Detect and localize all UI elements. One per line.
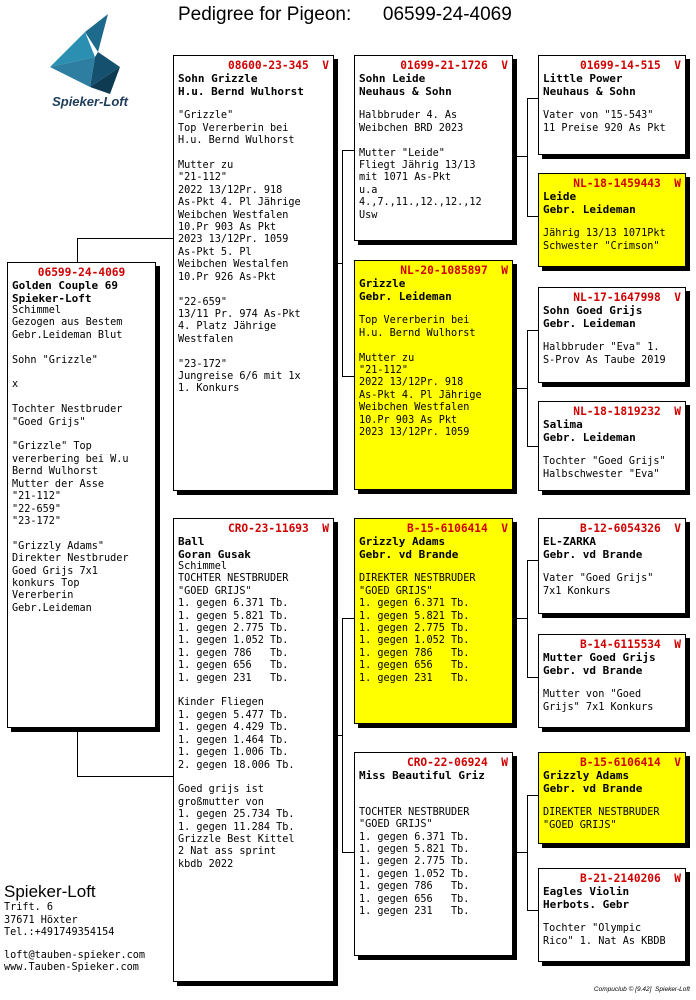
connector	[513, 852, 527, 853]
pigeon-owner: Neuhaus & Sohn	[543, 85, 636, 98]
connector	[527, 330, 538, 331]
pigeon-owner: Gebr. Leideman	[543, 203, 636, 216]
pigeon-name: Grizzle	[359, 277, 406, 290]
pigeon-notes: Vater "Goed Grijs" 7x1 Konkurs	[543, 573, 654, 597]
pigeon-name: Sohn Goed Grijs	[543, 304, 643, 317]
pigeon-name: Salima	[543, 418, 583, 431]
breeder-info	[4, 882, 145, 975]
breeder-website[interactable]: www.Tauben-Spieker.com	[4, 962, 139, 974]
pigeon-name: Sohn Grizzle	[178, 72, 258, 85]
ring-number: B-14-6115534 W	[579, 638, 681, 651]
pigeon-owner: Herbots. Gebr	[543, 898, 630, 911]
connector	[342, 618, 354, 619]
connector	[77, 728, 78, 776]
pigeon-name: Grizzly Adams	[359, 535, 446, 548]
connector	[342, 150, 354, 151]
pigeon-notes: Tochter "Goed Grijs" Halbschwester "Eva"	[543, 456, 666, 480]
breeder-email[interactable]: loft@tauben-spieker.com	[4, 949, 146, 961]
pigeon-card-ffm[interactable]	[538, 173, 686, 267]
ring-number: CRO-22-06924 W	[406, 756, 508, 769]
breeder-name: Spieker-Loft	[4, 882, 96, 901]
pigeon-notes: Vater von "15-543" 11 Preise 920 As Pkt	[543, 110, 666, 134]
ring-number: CRO-23-11693 W	[227, 522, 329, 535]
pigeon-card-fff[interactable]	[538, 55, 686, 155]
connector	[77, 776, 173, 777]
pigeon-notes: TOCHTER NESTBRUDER "GOED GRIJS" 1. gegen 6.371 Tb. 1. gegen 5.821 Tb. 1. gegen 2.775 Tb. 1. gegen 1.052 Tb. 1. gegen 786 Tb. 1. gegen 656 Tb. 1. gegen 231 Tb.	[359, 806, 470, 918]
connector	[527, 795, 538, 796]
pigeon-notes: DIREKTER NESTBRUDER "GOED GRIJS"	[543, 807, 660, 831]
pigeon-card-fmf[interactable]	[538, 287, 686, 383]
logo-text: Spieker-Loft	[52, 94, 128, 109]
breeder-city: 37671 Höxter	[4, 914, 78, 926]
pigeon-name: Eagles Violin	[543, 885, 630, 898]
connector	[527, 330, 528, 446]
connector	[527, 560, 528, 677]
pigeon-name: Miss Beautiful Griz	[359, 769, 485, 782]
connector	[527, 677, 538, 678]
ring-number: 06599-24-4069	[37, 266, 126, 279]
pigeon-notes: "Grizzle" Top Vererberin bei H.u. Bernd Wulhorst Mutter zu "21-112" 2022 13/12Pr. 918 As-Pkt 4. Pl Jährige Weibchen Westfalen 10.Pr 903 As Pkt 2023 13/12Pr. 1059 As-Pkt 5. Pl Weibchen Westalfen 10.Pr 926 As-Pkt "22-659" 13/11 Pr. 974 As-Pkt 4. Platz Jährige Westfalen "23-172" Jungreise 6/6 mit 1x 1. Konkurs	[178, 110, 301, 395]
ring-number: NL-18-1459443 W	[573, 177, 681, 190]
connector	[527, 98, 538, 99]
pigeon-name: Sohn Leide	[359, 72, 426, 85]
pigeon-owner: Goran Gusak	[178, 548, 251, 561]
connector	[513, 388, 527, 389]
connector	[334, 263, 342, 264]
connector	[527, 560, 538, 561]
connector	[527, 216, 538, 217]
connector	[77, 238, 173, 239]
title-label: Pedigree for Pigeon:	[178, 4, 352, 25]
pigeon-card-mmf[interactable]	[538, 752, 686, 844]
ring-number: 01699-21-1726 V	[400, 59, 508, 72]
pigeon-card-mother[interactable]	[173, 518, 334, 982]
pigeon-notes: Halbbruder 4. As Weibchen BRD 2023 Mutter "Leide" Fliegt Jährig 13/13 mit 1071 As-Pkt u.a 4.,7.,11.,12.,12.,12 Usw	[359, 110, 482, 221]
pigeon-name: Leide	[543, 190, 577, 203]
connector	[527, 795, 528, 910]
pigeon-owner: Gebr. vd Brande	[543, 782, 643, 795]
connector	[342, 852, 354, 853]
pigeon-card-mmm[interactable]	[538, 868, 686, 962]
pigeon-notes: Schimmel TOCHTER NESTBRUDER "GOED GRIJS" 1. gegen 6.371 Tb. 1. gegen 5.821 Tb. 1. gegen 2.775 Tb. 1. gegen 1.052 Tb. 1. gegen 786 Tb. 1. gegen 656 Tb. 1. gegen 231 Tb. Kinder Fliegen 1. gegen 5.477 Tb. 1. gegen 4.429 Tb. 1. gegen 1.464 Tb. 1. gegen 1.006 Tb. 2. gegen 18.006 Tb. Goed grijs ist großmutter von 1. gegen 25.734 Tb. 1. gegen 11.284 Tb. Grizzle Best Kittel 2 Nat ass sprint kbdb 2022	[178, 561, 295, 870]
pigeon-name: Golden Couple 69	[12, 279, 118, 292]
pigeon-notes: Schimmel Gezogen aus Bestem Gebr.Leideman Blut Sohn "Grizzle" x Tochter Nestbruder "Goed Grijs" "Grizzle" Top vererbering bei W.u Bernd Wulhorst Mutter der Asse "21-112" "22-659" "23-172" "Grizzly Adams" Direkter Nestbruder Goed Grijs 7x1 konkurs Top Vererberin Gebr.Leideman	[12, 305, 129, 614]
pigeon-owner: Neuhaus & Sohn	[359, 85, 452, 98]
ring-number: NL-18-1819232 W	[573, 405, 681, 418]
ring-number: B-15-6106414 V	[579, 756, 681, 769]
ring-number: 01699-14-515 V	[579, 59, 681, 72]
connector	[527, 910, 538, 911]
breeder-phone: Tel.:+491749354154	[4, 927, 115, 939]
ring-number: B-21-2140206 W	[579, 872, 681, 885]
pigeon-card-mfm[interactable]	[538, 634, 686, 728]
pigeon-card-subject[interactable]	[7, 262, 156, 728]
pigeon-card-mff[interactable]	[538, 518, 686, 614]
pigeon-notes: Top Vererberin bei H.u. Bernd Wulhorst Mutter zu "21-112" 2022 13/12Pr. 918 As-Pkt 4. Pl Jährige Weibchen Westfalen 10.Pr 903 As Pkt 2023 13/12Pr. 1059	[359, 315, 482, 439]
pigeon-notes: DIREKTER NESTBRUDER "GOED GRIJS" 1. gegen 6.371 Tb. 1. gegen 5.821 Tb. 1. gegen 2.775 Tb. 1. gegen 1.052 Tb. 1. gegen 786 Tb. 1. gegen 656 Tb. 1. gegen 231 Tb.	[359, 573, 476, 684]
ring-number: 08600-23-345 V	[227, 59, 329, 72]
pigeon-name: EL-ZARKA	[543, 535, 596, 548]
pigeon-card-fmm[interactable]	[538, 401, 686, 491]
connector	[513, 156, 527, 157]
pigeon-owner: H.u. Bernd Wulhorst	[178, 85, 304, 98]
ring-number: NL-20-1085897 W	[400, 264, 508, 277]
pigeon-notes: Mutter von "Goed Grijs" 7x1 Konkurs	[543, 689, 654, 713]
connector	[513, 618, 527, 619]
title-ring: 06599-24-4069	[382, 4, 512, 25]
pigeon-card-mm[interactable]	[354, 752, 513, 956]
pigeon-notes: Tochter "Olympic Rico" 1. Nat As KBDB	[543, 923, 666, 947]
pigeon-owner: Gebr. Leideman	[543, 431, 636, 444]
pigeon-notes: Halbbruder "Eva" 1. S-Prov As Taube 2019	[543, 342, 666, 366]
connector	[342, 618, 343, 852]
pigeon-name: Ball	[178, 535, 205, 548]
pigeon-owner: Gebr. vd Brande	[543, 664, 643, 677]
pigeon-owner: Gebr. vd Brande	[543, 548, 643, 561]
pigeon-card-fm[interactable]	[354, 260, 513, 490]
pigeon-notes: Jährig 13/13 1071Pkt Schwester "Crimson"	[543, 228, 666, 252]
pigeon-owner: Spieker-Loft	[12, 292, 92, 305]
connector	[342, 376, 354, 377]
pigeon-owner: Gebr. vd Brande	[359, 548, 459, 561]
breeder-street: Trift. 6	[4, 902, 54, 913]
connector	[527, 446, 538, 447]
pigeon-name: Mutter Goed Grijs	[543, 651, 656, 664]
ring-number: B-12-6054326 V	[579, 522, 681, 535]
connector	[334, 735, 342, 736]
pigeon-owner: Gebr. Leideman	[543, 317, 636, 330]
pigeon-card-father[interactable]	[173, 55, 334, 491]
page-title	[178, 4, 512, 26]
connector	[342, 150, 343, 376]
pigeon-owner: Gebr. Leideman	[359, 290, 452, 303]
pigeon-name: Grizzly Adams	[543, 769, 630, 782]
ring-number: NL-17-1647998 V	[573, 291, 681, 304]
footer-credit: Compuclub © [9.42] Spieker-Loft	[593, 986, 690, 993]
pigeon-name: Little Power	[543, 72, 623, 85]
ring-number: B-15-6106414 V	[406, 522, 508, 535]
pigeon-card-ff[interactable]	[354, 55, 513, 241]
connector	[77, 238, 78, 262]
pigeon-card-mf[interactable]	[354, 518, 513, 724]
connector	[527, 98, 528, 216]
